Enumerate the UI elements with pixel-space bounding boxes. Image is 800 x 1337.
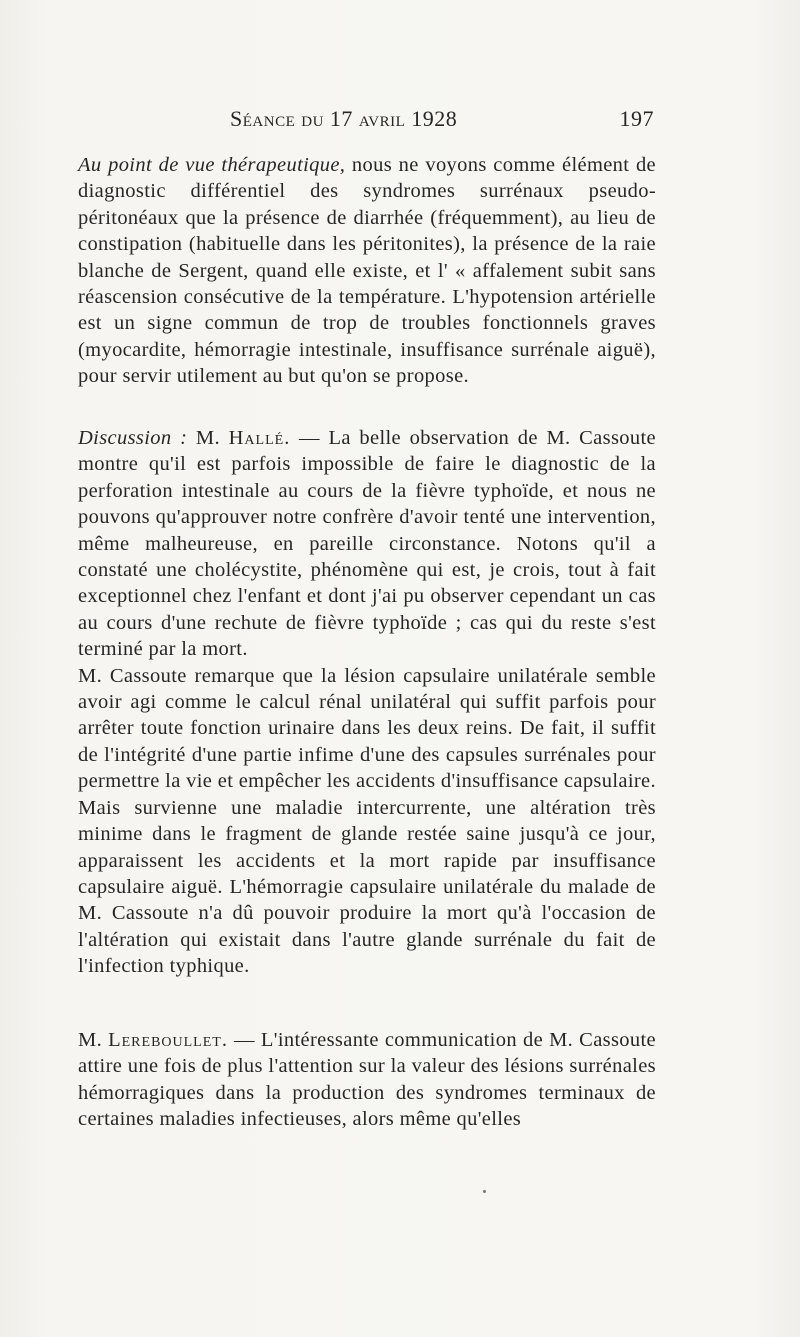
page-number: 197 [619, 106, 654, 131]
paragraph-3-text: — L'intéressante communication de M. Cassoute attire une fois de plus l'attention sur la valeur des lésions surrénales hémorragiques dans la production des syndromes terminaux de certaines maladies infectieuses, alors même qu'elles [78, 1029, 657, 1131]
speaker-prefix-2: M. [78, 1029, 109, 1051]
paragraph-2-text: — La belle observation de M. Cassoute montre qu'il est parfois impossible de faire le diagnostic de la perforation intestinale au cours de la fièvre typhoïde, et nous ne pouvons qu'approuver notre confrère d'avoir tenté une intervention, même malheureuse, en pareille circonstance. Notons qu'il a constaté une cholécystite, phénomène qui est, je crois, tout à fait exceptionnel chez l'enfant et dont j'ai pu observer cependant un cas au cours d'une rechute de fièvre typhoïde ; cas qui du reste s'est terminé par la mort. [78, 427, 656, 661]
paragraph-2 [78, 425, 656, 663]
paragraph-therapeutique [78, 152, 656, 390]
speaker-prefix: M. [187, 427, 229, 449]
paragraph-1-text: nous ne voyons comme élément de diagnostic différentiel des syndromes surrénaux pseudo-péritonéaux que la présence de diarrhée (fréquemment), au lieu de constipation (habituelle dans les péritonites), la présence de la raie blanche de Sergent, quand elle existe, et l' « affalement subit sans réascension consécutive de la température. L'hypotension artérielle est un signe commun de trop de troubles fonctionnels graves (myocardite, hémorragie intestinale, insuffisance surrénale aiguë), pour servir utilement au but qu'on se propose. [78, 154, 657, 388]
discussion-section [78, 425, 656, 980]
paragraph-3 [78, 1027, 656, 1133]
paragraph-2-continuation: M. Cassoute remarque que la lésion capsulaire unilatérale semble avoir agi comme le calcul rénal unilatéral qui suffit parfois pour arrêter toute fonction urinaire dans les deux reins. De fait, il suffit de l'intégrité d'une partie infime d'une des capsules surrénales pour permettre la vie et empêcher les accidents d'insuffisance capsulaire. Mais survienne une maladie intercurrente, une altération très minime dans le fragment de glande restée saine jusqu'à ce jour, apparaissent les accidents et la mort rapide par insuffisance capsulaire aiguë. L'hémorragie capsulaire unilatérale du malade de M. Cassoute n'a dû pouvoir produire la mort qu'à l'occasion de l'altération qui existait dans l'autre glande surrénale du fait de l'infection typhique. [78, 664, 656, 978]
paper-speck [483, 1190, 486, 1193]
paragraph-1 [78, 152, 656, 390]
italic-lead: Au point de vue thérapeutique, [78, 154, 346, 176]
lereboullet-section [78, 1027, 656, 1133]
discussion-label: Discussion : [78, 427, 188, 449]
speaker-halle: Hallé. [228, 427, 291, 449]
speaker-lereboullet: Lereboullet. [108, 1029, 228, 1051]
running-header [230, 106, 654, 140]
running-title: Séance du 17 avril 1928 [230, 106, 458, 131]
